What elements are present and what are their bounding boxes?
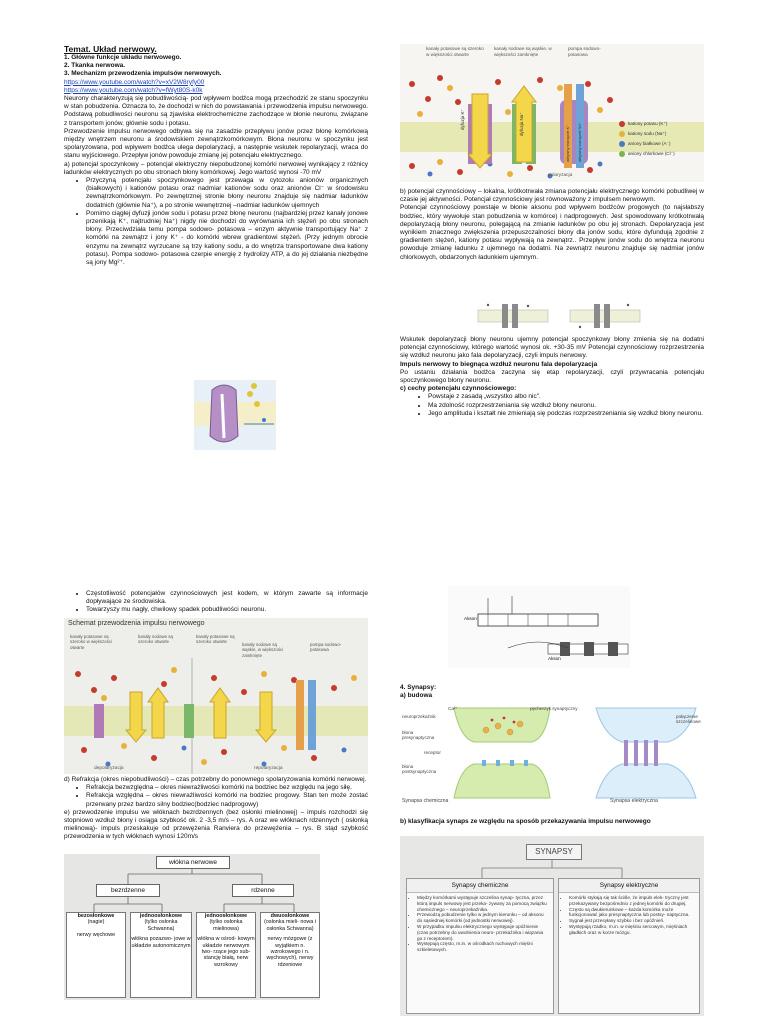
paragraph-conduction-speed: e) przewodzenie impulsu we włóknach bezrdzennych (bez osłonki mielinowej) – impuls rozchodzi się stopniowo wzdłuż błony i osiąga szybkość ok. 2 -3,5 m/s – rys. A oraz we włóknach rdzennych ( osłonką mielinową)- impuls przeskakuje od przewężenia Ranviera do przewężenia – rys. B stąd szybkość przewodzenia w tych włóknach wynosi 120m/s	[64, 808, 368, 841]
frequency-list	[64, 590, 368, 615]
toc-item: 1. Główne funkcje układu nerwowego.	[64, 54, 182, 61]
fiber-title: jednoosłonkowe	[204, 913, 248, 919]
fiber-box-2	[130, 912, 192, 998]
features-list	[400, 393, 704, 418]
fiber-title: bezosłonkowe	[77, 913, 115, 919]
synapse-label: połączenie szczelinowe	[676, 714, 701, 724]
chem-list	[407, 895, 549, 953]
synapse-title: 4. Synapsy:	[400, 684, 437, 691]
list-item: • Często są dwukierunkowe – każda komórka może funkcjonować jako presynaptyczna lub postsy- naptyczna.	[569, 907, 695, 919]
scheme-label: kanały potasowe są szeroko otwarte	[196, 634, 235, 645]
repolarization-label: repolaryzacja	[254, 766, 283, 771]
left-text-bottom	[64, 590, 368, 615]
fiber-title: jednoosłonkowe	[139, 913, 183, 919]
scheme-label: kanały sodowe są szeroko otwarte	[138, 634, 173, 645]
synapse-label: błona postsynaptyczna	[402, 764, 437, 774]
channel-label-pump: pompa sodowo-potasowa	[568, 46, 601, 57]
paragraph-conduction: Przewodzenie impulsu nerwowego odbywa się na zasadzie przepływu jonów przez błonę komórkową między wnętrzem neuronu a środowiskiem zewnątrzkomórkowym. Błona neuronu w spoczynku jest spolaryzowana, pod wpływem bodźca ulega depolaryzacji, a następnie wskutek repolaryzacji, wraca do stanu wyjściowego. Przepływ jonów powoduje zmianę jej potencjału elektrycznego.	[64, 127, 368, 160]
sodium-pump-figure	[194, 380, 276, 450]
list-item: • W przypadku impulsu elektrycznego występuje opóźnienie (czas potrzebny do uwolnienia neuro- przekaźnika i wiązania go z receptorem).	[417, 924, 549, 941]
list-item: • Przyczyną potencjału spoczynkowego jest przewaga w cytozolu anionów organicznych (białkowych) i kationów potasu oraz nadmiar kationów sodu oraz anionów Cl⁻ w środowisku zewnątrzkomórkowym. Po zewnętrznej stronie błony neuronu znajduje się nadmiar ładunków dodatnich (głównie Na⁺), a po stronie wewnętrznej –nadmiar ładunków ujemnych	[86, 177, 368, 210]
axon-label: Akson	[464, 616, 477, 621]
fiber-desc: nerwy węchowe	[76, 931, 116, 938]
paragraph-action-potential-2: Potencjał czynnościowy powstaje w błonie aksonu pod wpływem bodźców progowych (to najsłabszy bodziec, który wywołuje stan pobudzenia w komórce) i nadprogowych. Jest spowodowany krótkotrwałą depolaryzacją błony neuronu, polegającą na zmianie ładunków po obu jej stronach. Depolaryzacja jest wynikiem znacznego zwiększenia przepuszczalności błony dla jonów sodu, które dyfundują zgodnie z gradientem stężeń, kationy potasu wypływają na zewnątrz.. Przepływ jonów sodu do wnętrza neuronu powoduje zmianę ładunku z ujemnego na dodatni. Na zewnątrz neuronu znajduje się nadmiar jonów chlorkowych, obdarzonych ładunkiem ujemnym.	[400, 204, 704, 261]
youtube-link-2[interactable]: https://www.youtube.com/watch?v=fWyt80S-k0k	[64, 86, 203, 94]
fiber-title: dwuosłonkowe	[270, 913, 310, 919]
synapse-classification-figure	[400, 836, 704, 1016]
left-text-top	[64, 44, 368, 267]
legend-k: kationy potasu (K⁺)	[628, 121, 668, 126]
right-text-top	[400, 188, 704, 262]
toc-item: 3. Mechanizm przewodzenia impulsów nerwowych.	[64, 70, 222, 78]
list-item: • Występują rzadko, m.in. w mięśniu sercowym, mięśniach gładkich oraz w korze mózgu.	[569, 924, 695, 936]
list-item: • Częstotliwość potencjałów czynnościowych jest kodem, w którym zawarte są informacje dopływające ze środowiska.	[86, 590, 368, 606]
arrow-label-active-k: aktywny transport K⁺	[565, 124, 570, 162]
fiber-sub: (osłonka mieli- nowa i osłonka Schwanna)	[264, 919, 316, 932]
list-item: • Przewodzą pobudzenie tylko w jednym kierunku – od aksonu do sąsiedniej komórki (od jednostki nerwowej).	[417, 912, 549, 924]
elec-column	[558, 878, 700, 1014]
paragraph-impulse-def: Impuls nerwowy to biegnąca wzdłuż neuronu fala depolaryzacja	[400, 360, 598, 368]
list-item: • Jego amplituda i kształt nie zmieniają się podczas rozprzestrzeniania się wzdłuż błony neuronu.	[428, 410, 704, 418]
features-heading: c) cechy potencjału czynnościowego:	[400, 385, 517, 393]
refraction-list	[64, 784, 368, 809]
synapse-caption-chemical: Synapsa chemiczna	[402, 798, 449, 804]
axon-conduction-figure	[448, 586, 630, 668]
fiber-sub: (tylko osłonka Schwanna)	[144, 919, 178, 932]
synapse-label: neuroprzekaźnik	[402, 714, 436, 719]
synapse-label: pęcherzyk synaptyczny	[530, 706, 578, 711]
fiber-box-1	[66, 912, 126, 998]
fiber-desc: nerwy mózgowe (z wyjątkiem n. wzrokowego i n. węchowych), nerwy rdzeniowe	[266, 936, 314, 968]
list-item: • Pomimo ciągłej dyfuzji jonów sodu i potasu przez błonę neuronu (najbardziej przez kanały jonowe przenikają K⁺, najtrudniej Na⁺) nigdy nie dochodzi do wyrównania ich stężeń po obu stronach błony. Przeciwdziała temu pompa sodowo- potasowa – enzym aktywnie transportujący Na⁺ z komórki na zewnątrz i jony K⁺ - do komórki wbrew gradientowi stężeń. (Przy jednym obrocie enzymu na zewnątrz wyrzucane są trzy kationy sodu, a do wnętrza transportowane dwa kationy potasu). Pompa sodowo- potasowa czerpie energię z hydrolizy ATP, a do jej działania niezbędne są jony Mg²⁺.	[86, 210, 368, 267]
paragraph-repolarization: Po ustaniu działania bodźca zaczyna się etap repolaryzacji, czyli przywracania potencjału spoczynkowego błony neuronu.	[400, 368, 704, 385]
scheme-label: kanały potasowe są szeroko w większości otwarte	[70, 634, 112, 650]
youtube-link-1[interactable]: https://www.youtube.com/watch?v=xV2W8ryfy00	[64, 78, 205, 86]
toc-item: 2. Tkanka nerwowa.	[64, 62, 126, 70]
elec-list	[559, 895, 695, 936]
synapse-label: Ca²⁺	[448, 706, 458, 711]
nerve-fibers-figure	[64, 854, 320, 1000]
fiber-sub: (nagie)	[87, 919, 105, 926]
arrow-label-k: dyfuzja K⁺	[460, 109, 465, 130]
polarization-label: polaryzacja	[548, 173, 573, 178]
classification-title: b) klasyfikacja synaps ze względu na sposób przekazywania impulsu nerwowego	[400, 818, 651, 825]
paragraph-action-potential: b) potencjał czynnościowy – lokalna, krótkotrwała zmiana potencjału elektrycznego komórki pobudliwej w czasie jej aktywności. Potencjał czynnościowy jest równoważony z impulsem nerwowym.	[400, 188, 704, 204]
depolarization-label: depolaryzacja	[94, 766, 124, 771]
list-item: • Komórki stykają się tak ściśle, że impuls elek- tryczny jest przekazywany bezpośrednio z jednej komórki do drugiej.	[569, 895, 695, 907]
impulse-scheme-figure	[64, 618, 368, 774]
resting-bullets	[64, 177, 368, 267]
membrane-channels-figure	[468, 300, 650, 332]
right-text-middle	[400, 336, 704, 418]
scheme-label: pompa sodowo-potasowa	[310, 642, 342, 653]
list-item: • Refrakcja bezwzględna – okres niewrażliwości komórki na bodziec bez względu na jego siłę.	[86, 784, 368, 792]
chem-title: Synapsy chemiczne	[407, 879, 553, 893]
list-item: • Między komórkami występuje szczelina synap- tyczna, przez którą impuls nerwowy jest przeka- zywany za pomocą związku chemicznego – neuroprzekaźnika.	[417, 895, 549, 912]
left-text-refraction	[64, 776, 368, 842]
fiber-box-4	[260, 912, 320, 998]
page-title: Temat. Układ nerwowy.	[64, 44, 157, 54]
paragraph-resting-potential: a) potencjał spoczynkowy – potencjał elektryczny niepobudzonej komórki nerwowej wynikający z różnicy ładunków elektrycznych po obu stronach błony komórkowej. Jego wartość wynosi -70 mV	[64, 160, 368, 176]
scheme-title: Schemat przewodzenia impulsu nerwowego	[68, 620, 205, 627]
list-item: • Sygnał jest przesyłany szybko i bez opóźnień.	[569, 918, 695, 924]
list-item: • Ma zdolność rozprzestrzeniania się wzdłuż błony neuronu.	[428, 402, 704, 410]
fiber-desc: włókna w ośrod- kowym układzie nerwowym two- rzące jego sub- stancję białą, nerw wzrokowy	[197, 936, 255, 968]
fiber-sub: (tylko osłonka mielinowa)	[209, 919, 243, 932]
list-item: • Refrakcja względna – okres niewrażliwości komórki na bodziec progowy. Stan ten może zostać przerwany przez bardzo silny bodziec(bodziec nadprogowy)	[86, 792, 368, 808]
synapse-label: receptor	[424, 750, 441, 755]
arrow-label-active-na: aktywny transport Na⁺	[577, 122, 582, 162]
legend-protein: aniony białkowe (A⁻)	[628, 141, 671, 146]
fibers-myelinated: rdzenne	[232, 884, 294, 897]
elec-title: Synapsy elektryczne	[559, 879, 699, 893]
chem-column	[406, 878, 554, 1014]
list-item: • Występują często, m.in. w ośrodkach ruchowych mięśni szkieletowych.	[417, 941, 549, 953]
synapse-label: błona presynaptyczna	[402, 730, 435, 740]
paragraph-refraction: d) Refrakcja (okres niepobudliwości) – czas potrzebny do ponownego spolaryzowania komórki nerwowej.	[64, 776, 367, 783]
list-item: • Powstaje z zasadą „wszystko albo nic".	[428, 393, 704, 401]
fibers-unmyelinated: bezrdzenne	[96, 884, 160, 897]
axon-label: Akson	[548, 656, 561, 661]
channel-label-na: kanały sodowe są wąskie, w większości zamknięte	[494, 46, 552, 57]
synapse-subtitle: a) budowa	[400, 692, 433, 700]
list-item: • Towarzyszy mu nagły, chwilowy spadek pobudliwości neuronu.	[86, 606, 368, 614]
arrow-label-na: dyfuzja Na⁺	[519, 112, 524, 136]
ion-channels-figure	[400, 44, 704, 182]
synapse-classification-heading	[400, 818, 704, 826]
legend-cl: aniony chlorkowe (Cl⁻)	[628, 151, 675, 156]
synapse-heading	[400, 684, 700, 700]
scheme-label: kanały sodowe są wąskie, w większości zamknięte	[242, 642, 284, 658]
channel-label-k: kanały potasowe są szeroko w większości otwarte	[426, 46, 484, 57]
fiber-box-3	[196, 912, 256, 998]
synapse-figure	[400, 700, 702, 808]
synapse-caption-electrical: Synapsa elektryczna	[610, 798, 658, 804]
fibers-root: włókna nerwowe	[156, 856, 230, 869]
fiber-desc: włókna pozazwo- jowe w układzie autonomicznym	[131, 936, 191, 949]
synapse-root: SYNAPSY	[526, 844, 582, 860]
paragraph-depolarization: Wskutek depolaryzacji błony neuronu ujemny potencjał spoczynkowy błony zmienia się na dodatni potencjał czynnościowy, którego wartość wynosi ok. +30-35 mV Potencjał czynnościowy rozprzestrzenia się wzdłuż neuronu jako fala depolaryzacji, czyli impuls nerwowy.	[400, 336, 704, 360]
legend-na: kationy sodu (Na⁺)	[628, 131, 667, 136]
paragraph-excitability: Neurony charakteryzują się pobudliwością- pod wpływem bodźca mogą przechodzić ze stanu spoczynku w stan pobudzenia. Oznacza to, że dochodzi w nich do powstawania i przewodzenia impulsu nerwowego. Podstawą pobudliwości neuronu są zjawiska elektrochemiczne zachodzące w błonie neuronu, związane z transportem jonów, głównie sodu i potasu.	[64, 95, 368, 127]
